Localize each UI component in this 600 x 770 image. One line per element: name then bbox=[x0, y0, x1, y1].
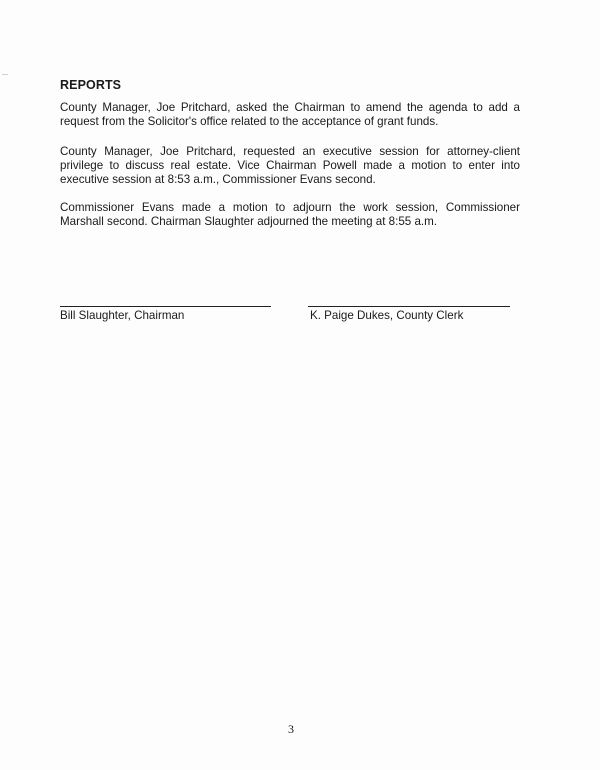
paragraph-adjournment: Commissioner Evans made a motion to adjourn the work session, Commissioner Marshall second. Chairman Slaughter adjourned the meeting at 8:55 a.m. bbox=[60, 201, 520, 228]
signature-line-chairman bbox=[60, 306, 271, 307]
signature-name-clerk: K. Paige Dukes, County Clerk bbox=[310, 309, 464, 322]
signature-name-chairman: Bill Slaughter, Chairman bbox=[60, 309, 185, 322]
signature-line-clerk bbox=[308, 306, 510, 307]
page-number: 3 bbox=[288, 722, 294, 736]
paragraph-agenda-amendment: County Manager, Joe Pritchard, asked the Chairman to amend the agenda to add a request from the Solicitor's office related to the acceptance of grant funds. bbox=[60, 101, 520, 128]
scan-artifact bbox=[2, 74, 8, 75]
section-heading: REPORTS bbox=[60, 78, 122, 92]
paragraph-executive-session: County Manager, Joe Pritchard, requested an executive session for attorney-client privilege to discuss real estate. Vice Chairman Powell made a motion to enter into executive session at 8:53 a.m., Commissioner Evans second. bbox=[60, 145, 520, 186]
